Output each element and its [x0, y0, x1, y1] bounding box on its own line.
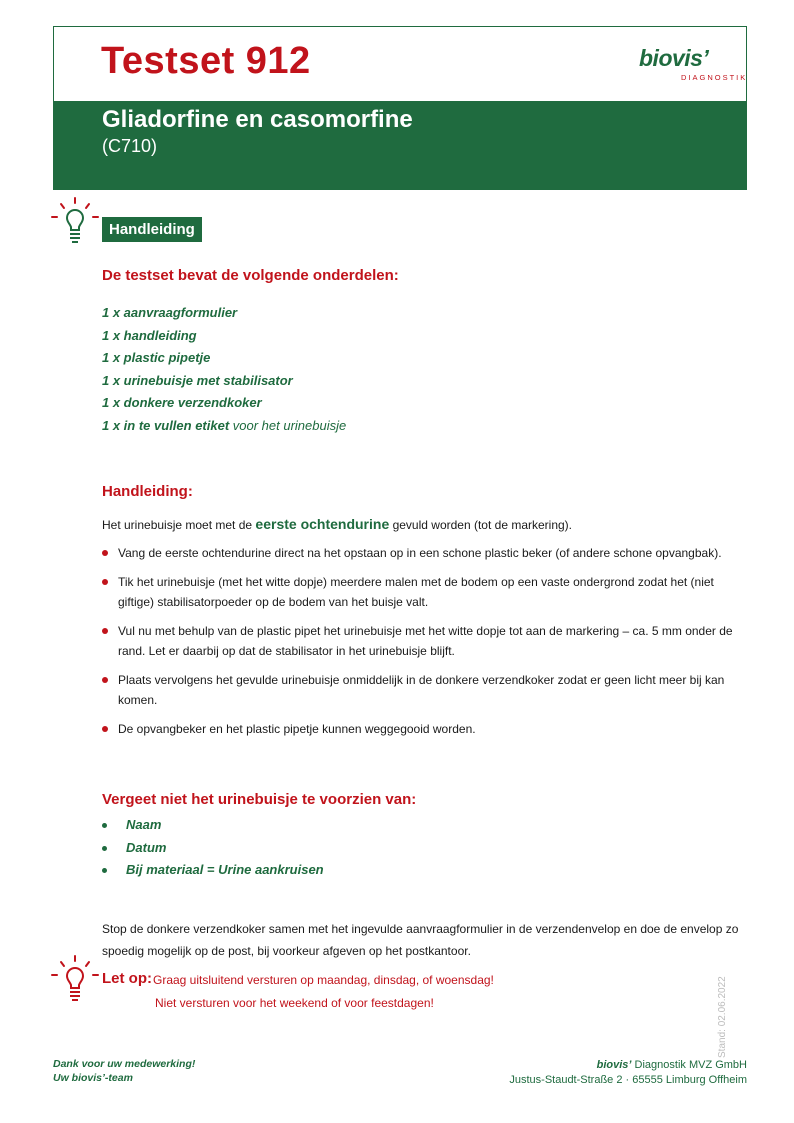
section-tag: Handleiding	[102, 217, 202, 242]
instructions-heading: Handleiding:	[102, 483, 193, 500]
list-item: Datum	[102, 837, 324, 860]
company-name: biovis’ Diagnostik MVZ GmbH	[596, 1059, 747, 1071]
list-item: Bij materiaal = Urine aankruisen	[102, 859, 324, 882]
test-name: Gliadorfine en casomorfine	[102, 106, 413, 133]
contents-list	[102, 302, 346, 438]
list-item: Naam	[102, 814, 324, 837]
list-item: 1 x donkere verzendkoker	[102, 395, 262, 411]
biovis-logo	[639, 45, 748, 85]
note-label: Let op:	[102, 970, 152, 987]
list-item: Vang de eerste ochtendurine direct na het opstaan op in een schone plastic beker (of andere schone opvangbak).	[102, 543, 750, 563]
instruction-steps	[102, 543, 750, 748]
list-item: 1 x handleiding	[102, 327, 197, 343]
list-item: Plaats vervolgens het gevulde urinebuisje onmiddelijk in de donkere verzendkoker zodat er geen licht meer bij kan komen.	[102, 670, 750, 710]
list-item: 1 x aanvraagformulier	[102, 305, 238, 320]
labeling-heading: Vergeet niet het urinebuisje te voorzien van:	[102, 791, 417, 808]
instructions-intro: Het urinebuisje moet met de eerste ochtendurine gevuld worden (tot de markering).	[102, 516, 573, 532]
footer-thanks	[53, 1057, 195, 1085]
lightbulb-icon	[50, 197, 100, 247]
logo-text: biovis’	[639, 45, 709, 71]
revision-date: Stand: 02.06.2022	[717, 976, 728, 1058]
contents-heading: De testset bevat de volgende onderdelen:	[102, 267, 399, 284]
thanks-text: Dank voor uw medewerking!	[53, 1058, 196, 1070]
test-code: (C710)	[102, 136, 158, 156]
note-line-1: Graag uitsluitend versturen op maandag, dinsdag, of woensdag!	[153, 973, 494, 987]
page-title: Testset 912	[101, 40, 311, 82]
note-line-2: Niet versturen voor het weekend of voor feestdagen!	[155, 996, 434, 1010]
logo-subtitle: DIAGNOSTIK	[681, 73, 748, 82]
list-item: 1 x in te vullen etiket voor het urinebuisje	[102, 417, 347, 433]
list-item: 1 x urinebuisje met stabilisator	[102, 372, 293, 388]
closing-text: Stop de donkere verzendkoker samen met het ingevulde aanvraagformulier in de verzendenvelop en doe de envelop zo spoedig mogelijk op de post, bij voorkeur afgeven op het postkantoor.	[102, 922, 739, 958]
lightbulb-icon	[50, 955, 100, 1005]
list-item: 1 x plastic pipetje	[102, 350, 211, 366]
footer-company	[509, 1058, 747, 1088]
company-address: Justus-Staudt-Straße 2 · 65555 Limburg Offheim	[509, 1074, 747, 1086]
team-text: Uw biovis’-team	[53, 1072, 133, 1084]
list-item: De opvangbeker en het plastic pipetje kunnen weggegooid worden.	[102, 719, 750, 739]
labeling-list	[102, 814, 324, 882]
list-item: Vul nu met behulp van de plastic pipet het urinebuisje met het witte dopje tot aan de markering – ca. 5 mm onder de rand. Let er daarbij op dat de stabilisator in het urinebuisje blijft.	[102, 621, 750, 661]
list-item: Tik het urinebuisje (met het witte dopje) meerdere malen met de bodem op een vaste ondergrond zodat het (niet giftige) stabilisatorpoeder op de bodem van het buisje valt.	[102, 572, 750, 612]
